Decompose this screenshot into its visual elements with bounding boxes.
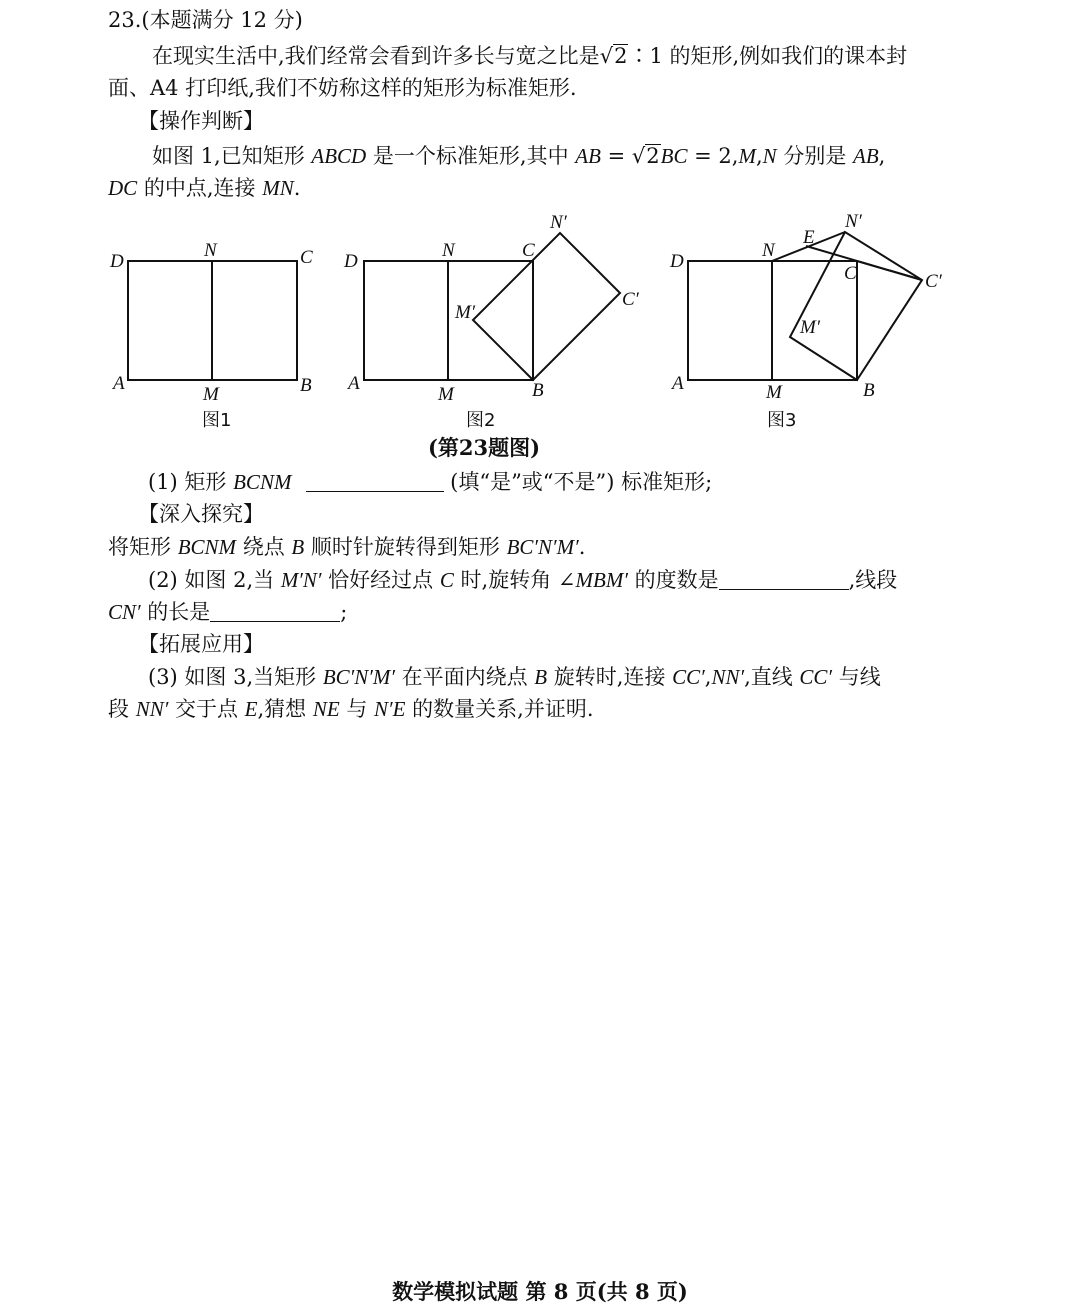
sqrt-2: √2: [599, 44, 628, 68]
fig3-label-E: E: [803, 227, 815, 248]
answer-blank-3[interactable]: [210, 601, 340, 622]
fig2-label-Cp: C′: [622, 289, 639, 310]
fig1-label-D: D: [110, 251, 124, 272]
question-1: (1) 矩形 BCNM (填“是”或“不是”) 标准矩形;: [148, 470, 713, 494]
sqrt-2-inline: √2: [631, 144, 660, 168]
intro-line-2: 面、A4 打印纸,我们不妨称这样的矩形为标准矩形.: [108, 76, 577, 100]
fig1-label-C: C: [300, 247, 313, 268]
fig3-label-Cp: C′: [925, 271, 942, 292]
fig3-label-D: D: [670, 251, 684, 272]
intro-line-1: 在现实生活中,我们经常会看到许多长与宽之比是√2∶1 的矩形,例如我们的课本封: [152, 44, 908, 68]
answer-blank-1[interactable]: [306, 471, 444, 492]
fig1-label-A: A: [113, 373, 125, 394]
question-3-line-1: (3) 如图 3,当矩形 BC′N′M′ 在平面内绕点 B 旋转时,连接 CC′,NN′,直线 CC′ 与线: [148, 665, 881, 689]
fig2-label-N: N: [442, 240, 455, 261]
fig2-caption: 图2: [466, 410, 496, 431]
fig2-label-M: M: [438, 384, 454, 405]
fig3-label-C: C: [844, 263, 857, 284]
fig2-label-C: C: [522, 240, 535, 261]
fig1-label-B: B: [300, 375, 312, 396]
fig3-label-A: A: [672, 373, 684, 394]
fig3-label-N: N: [762, 240, 775, 261]
problem-line-1: 如图 1,已知矩形 ABCD 是一个标准矩形,其中 AB = √2BC = 2,M,N 分别是 AB,: [152, 144, 886, 168]
fig1-label-N: N: [204, 240, 217, 261]
fig3-caption: 图3: [767, 410, 797, 431]
fig2-label-D: D: [344, 251, 358, 272]
fig3-label-B: B: [863, 380, 875, 401]
question-2-line-1: (2) 如图 2,当 M′N′ 恰好经过点 C 时,旋转角 ∠MBM′ 的度数是 ,线段: [148, 568, 898, 592]
section-operation: 【操作判断】: [138, 109, 264, 133]
section-explore: 【深入探究】: [138, 502, 264, 526]
fig3-label-M: M: [766, 382, 782, 403]
fig2-label-Np: N′: [550, 212, 567, 233]
page-footer: 数学模拟试题 第 8 页(共 8 页): [392, 1279, 688, 1304]
figure-caption: (第23题图): [428, 435, 541, 460]
question-2-line-2: CN′ 的长是 ;: [108, 600, 348, 624]
section-extend: 【拓展应用】: [138, 632, 264, 656]
fig1-caption: 图1: [202, 410, 232, 431]
fig3-label-Mp: M′: [800, 317, 820, 338]
question-3-line-2: 段 NN′ 交于点 E,猜想 NE 与 N′E 的数量关系,并证明.: [108, 697, 594, 721]
fig2-label-A: A: [348, 373, 360, 394]
answer-blank-2[interactable]: [719, 569, 849, 590]
fig1-label-M: M: [203, 384, 219, 405]
rotation-statement: 将矩形 BCNM 绕点 B 顺时针旋转得到矩形 BC′N′M′.: [108, 535, 586, 559]
question-header: 23.(本题满分 12 分): [108, 8, 303, 32]
problem-line-2: DC 的中点,连接 MN.: [108, 176, 301, 200]
fig3-label-Np: N′: [845, 211, 862, 232]
fig2-rotated-rect: [473, 233, 620, 380]
figures: [0, 205, 1080, 455]
fig2-label-Mp: M′: [455, 302, 475, 323]
fig2-label-B: B: [532, 380, 544, 401]
